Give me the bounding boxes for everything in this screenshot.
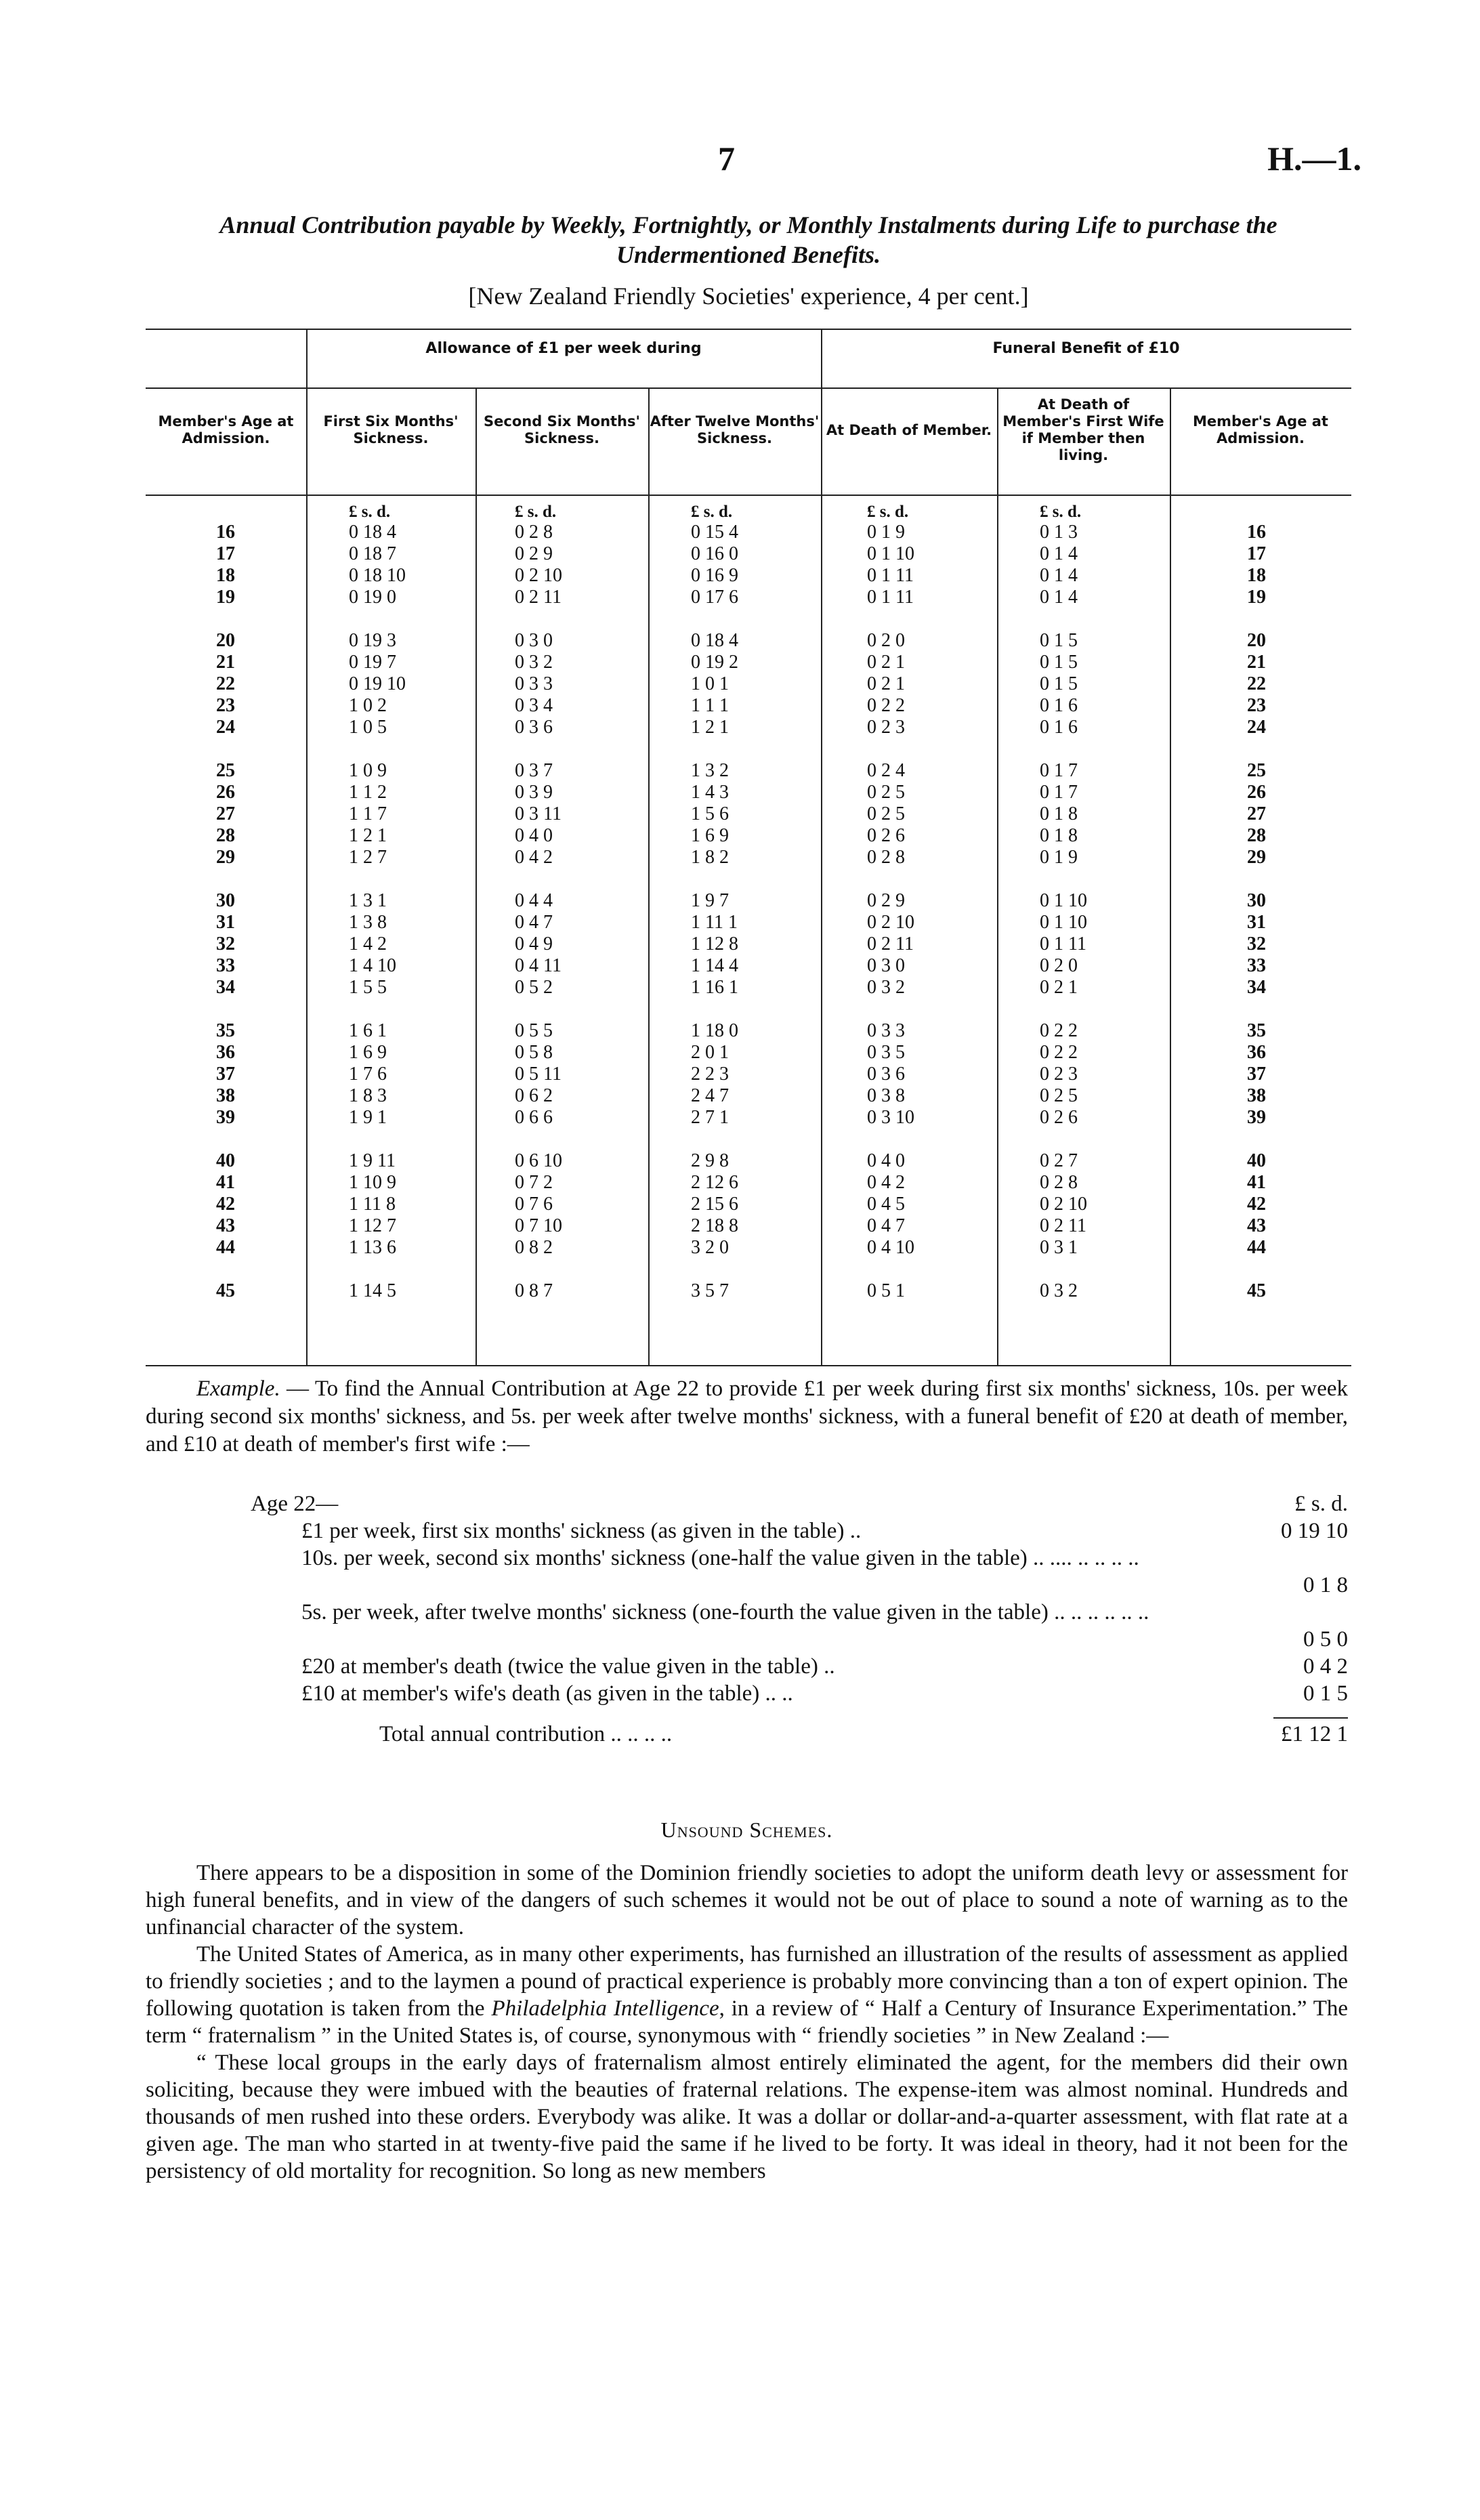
table-row xyxy=(146,695,1351,717)
table-row xyxy=(146,652,1351,673)
amount-cell: 0 5 2 xyxy=(515,977,553,998)
age-cell: 34 xyxy=(216,977,235,998)
amount-cell: 1 1 1 xyxy=(691,695,729,716)
amount-cell: 1 18 0 xyxy=(691,1020,738,1041)
amount-cell: 1 3 2 xyxy=(691,760,729,781)
age-cell: 34 xyxy=(1247,977,1266,998)
amount-cell: 0 2 1 xyxy=(867,673,905,694)
table-body xyxy=(146,522,1351,1324)
age-cell: 33 xyxy=(216,955,235,976)
amount-cell: 0 1 10 xyxy=(867,543,914,564)
amount-cell: 0 2 2 xyxy=(1040,1042,1078,1063)
table-title: Annual Contribution payable by Weekly, Fortnightly, or Monthly Instalments during Life to purchase the Undermentioned Benefits. xyxy=(219,211,1277,268)
amount-cell: 0 4 0 xyxy=(867,1150,905,1171)
amount-cell: 0 5 8 xyxy=(515,1042,553,1063)
amount-cell: 0 2 3 xyxy=(1040,1064,1078,1085)
amount-cell: 0 18 10 xyxy=(349,565,406,586)
amount-cell: 0 3 3 xyxy=(515,673,553,694)
amount-cell: 1 6 9 xyxy=(349,1042,387,1063)
amount-cell: 0 8 7 xyxy=(515,1280,553,1301)
table-row xyxy=(146,803,1351,825)
age-cell: 16 xyxy=(216,522,235,543)
amount-cell: 0 7 2 xyxy=(515,1172,553,1193)
table-row xyxy=(146,890,1351,912)
amount-cell: 0 1 6 xyxy=(1040,695,1078,716)
age-cell: 36 xyxy=(1247,1042,1266,1063)
age-group xyxy=(146,760,1351,868)
amount-cell: 1 3 1 xyxy=(349,890,387,911)
example-text: — To find the Annual Contribution at Age 22 to provide £1 per week during first six months' sickness, 10s. per week during second six months' sickness, and 5s. per week after twelve months' sickness, with a funeral benefit of £20 at death of member, and £10 at death of member's first wife :— xyxy=(146,1377,1348,1456)
amount-cell: 0 3 11 xyxy=(515,803,562,824)
unit-label: £ s. d. xyxy=(515,503,557,521)
age-cell: 43 xyxy=(1247,1215,1266,1236)
age-cell: 16 xyxy=(1247,522,1266,543)
amount-cell: 0 16 0 xyxy=(691,543,738,564)
age-cell: 25 xyxy=(1247,760,1266,781)
amount-cell: 0 2 10 xyxy=(867,912,914,933)
amount-cell: 1 0 2 xyxy=(349,695,387,716)
amount-cell: 1 4 2 xyxy=(349,933,387,954)
age-cell: 19 xyxy=(216,587,235,608)
calc-item-amount: 0 1 8 xyxy=(1303,1573,1348,1597)
amount-cell: 0 3 10 xyxy=(867,1107,914,1128)
amount-cell: 1 6 1 xyxy=(349,1020,387,1041)
amount-cell: 0 2 8 xyxy=(1040,1172,1078,1193)
amount-cell: 0 1 10 xyxy=(1040,890,1087,911)
age-cell: 18 xyxy=(1247,565,1266,586)
example-unit-header: £ s. d. xyxy=(1294,1492,1348,1516)
calc-item-label: 10s. per week, second six months' sickness (one-half the value given in the table) .. .... .. .. .. .. xyxy=(301,1546,1139,1570)
amount-cell: 1 4 10 xyxy=(349,955,396,976)
table-row xyxy=(146,977,1351,999)
amount-cell: 0 19 3 xyxy=(349,630,396,651)
unit-label: £ s. d. xyxy=(349,503,391,521)
amount-cell: 0 4 5 xyxy=(867,1194,905,1215)
amount-cell: 1 16 1 xyxy=(691,977,738,998)
amount-cell: 1 0 5 xyxy=(349,717,387,738)
amount-cell: 1 5 6 xyxy=(691,803,729,824)
amount-cell: 0 2 5 xyxy=(1040,1085,1078,1106)
amount-cell: 0 1 7 xyxy=(1040,782,1078,803)
section-body xyxy=(146,1860,1348,2185)
total-label: Total annual contribution .. .. .. .. xyxy=(379,1722,673,1746)
amount-cell: 0 2 9 xyxy=(867,890,905,911)
table-row xyxy=(146,630,1351,652)
amount-cell: 0 2 10 xyxy=(515,565,562,586)
amount-cell: 0 4 0 xyxy=(515,825,553,846)
age-group xyxy=(146,1280,1351,1302)
amount-cell: 0 2 4 xyxy=(867,760,905,781)
age-cell: 31 xyxy=(216,912,235,933)
amount-cell: 0 4 9 xyxy=(515,933,553,954)
calc-item-amount: 0 5 0 xyxy=(1303,1627,1348,1652)
age-cell: 37 xyxy=(1247,1064,1266,1085)
amount-cell: 0 1 7 xyxy=(1040,760,1078,781)
table-row xyxy=(146,760,1351,782)
amount-cell: 0 4 4 xyxy=(515,890,553,911)
amount-cell: 0 1 8 xyxy=(1040,803,1078,824)
age-cell: 40 xyxy=(216,1150,235,1171)
age-cell: 32 xyxy=(216,933,235,954)
age-cell: 17 xyxy=(1247,543,1266,564)
table-row xyxy=(146,717,1351,738)
contribution-table xyxy=(146,329,1351,1372)
amount-cell: 2 18 8 xyxy=(691,1215,738,1236)
example-paragraph xyxy=(146,1375,1348,1458)
amount-cell: 2 9 8 xyxy=(691,1150,729,1171)
age-cell: 38 xyxy=(216,1085,235,1106)
amount-cell: 0 1 9 xyxy=(1040,847,1078,868)
amount-cell: 1 3 8 xyxy=(349,912,387,933)
table-row xyxy=(146,825,1351,847)
table-row xyxy=(146,912,1351,933)
age-cell: 42 xyxy=(1247,1194,1266,1215)
amount-cell: 0 5 5 xyxy=(515,1020,553,1041)
table-row xyxy=(146,1150,1351,1172)
amount-cell: 0 3 2 xyxy=(515,652,553,673)
amount-cell: 0 1 11 xyxy=(1040,933,1086,954)
amount-cell: 1 14 5 xyxy=(349,1280,396,1301)
amount-cell: 0 4 11 xyxy=(515,955,562,976)
amount-cell: 1 5 5 xyxy=(349,977,387,998)
amount-cell: 0 1 3 xyxy=(1040,522,1078,543)
age-group xyxy=(146,1150,1351,1259)
age-cell: 19 xyxy=(1247,587,1266,608)
amount-cell: 0 15 4 xyxy=(691,522,738,543)
age-cell: 30 xyxy=(1247,890,1266,911)
amount-cell: 0 2 8 xyxy=(867,847,905,868)
amount-cell: 0 3 3 xyxy=(867,1020,905,1041)
amount-cell: 0 2 11 xyxy=(1040,1215,1086,1236)
amount-cell: 0 2 7 xyxy=(1040,1150,1078,1171)
amount-cell: 0 3 4 xyxy=(515,695,553,716)
table-bottom-rule xyxy=(146,1365,1351,1366)
table-row xyxy=(146,1042,1351,1064)
age-cell: 32 xyxy=(1247,933,1266,954)
quotation: “ These local groups in the early days of fraternalism almost entirely eliminated the agent, for the members did their own soliciting, because they were imbued with the beauties of fraternal relations. The expense-item was almost nominal. Hundreds and thousands of men rushed into these orders. Everybody was alike. It was a dollar or dollar-and-a-quarter assessment, with flat rate at a given age. The man who started in at twenty-five paid the same if he lived to be forty. It was ideal in theory, had it not been for the persistency of old mortality for recognition. So long as new members xyxy=(146,2051,1348,2183)
age-cell: 44 xyxy=(216,1237,235,1258)
amount-cell: 0 19 2 xyxy=(691,652,738,673)
amount-cell: 1 14 4 xyxy=(691,955,738,976)
age-cell: 43 xyxy=(216,1215,235,1236)
page-number: 7 xyxy=(718,140,735,177)
amount-cell: 0 18 4 xyxy=(691,630,738,651)
table-row xyxy=(146,955,1351,977)
amount-cell: 1 4 3 xyxy=(691,782,729,803)
amount-cell: 0 6 10 xyxy=(515,1150,562,1171)
unit-label: £ s. d. xyxy=(1040,503,1082,521)
age-group xyxy=(146,890,1351,999)
age-cell: 42 xyxy=(216,1194,235,1215)
col-header-first-six: First Six Months' Sickness. xyxy=(323,413,459,446)
amount-cell: 1 8 3 xyxy=(349,1085,387,1106)
amount-cell: 0 4 2 xyxy=(515,847,553,868)
table-row xyxy=(146,1020,1351,1042)
amount-cell: 2 7 1 xyxy=(691,1107,729,1128)
amount-cell: 0 3 1 xyxy=(1040,1237,1078,1258)
age-cell: 37 xyxy=(216,1064,235,1085)
age-cell: 33 xyxy=(1247,955,1266,976)
age-cell: 20 xyxy=(1247,630,1266,651)
age-group xyxy=(146,630,1351,738)
col-header-after-twelve: After Twelve Months' Sickness. xyxy=(650,413,820,446)
amount-cell: 0 16 9 xyxy=(691,565,738,586)
age-cell: 29 xyxy=(216,847,235,868)
amount-cell: 0 3 6 xyxy=(515,717,553,738)
table-row xyxy=(146,1085,1351,1107)
amount-cell: 0 18 7 xyxy=(349,543,396,564)
example-age: Age 22— xyxy=(251,1492,339,1516)
age-cell: 30 xyxy=(216,890,235,911)
amount-cell: 1 2 7 xyxy=(349,847,387,868)
age-cell: 24 xyxy=(216,717,235,738)
amount-cell: 3 5 7 xyxy=(691,1280,729,1301)
amount-cell: 0 6 2 xyxy=(515,1085,553,1106)
amount-cell: 0 2 6 xyxy=(867,825,905,846)
amount-cell: 3 2 0 xyxy=(691,1237,729,1258)
amount-cell: 0 6 6 xyxy=(515,1107,553,1128)
amount-cell: 1 8 2 xyxy=(691,847,729,868)
amount-cell: 1 7 6 xyxy=(349,1064,387,1085)
paragraph: There appears to be a disposition in some of the Dominion friendly societies to adopt the uniform death levy or assessment for high funeral benefits, and in view of the dangers of such schemes it would not be out of place to sound a note of warning as to the unfinancial character of the system. xyxy=(146,1861,1348,1939)
amount-cell: 0 2 0 xyxy=(867,630,905,651)
paragraph-text: , in a review of “ Half a Century of Insurance Experimentation.” The term “ fraternalism ” in the United States is, of course, synonymous with “ friendly societies ” in New Zealand :— xyxy=(146,1996,1348,2048)
funeral-group-header: Funeral Benefit of £10 xyxy=(992,340,1180,357)
age-cell: 17 xyxy=(216,543,235,564)
amount-cell: 0 1 4 xyxy=(1040,543,1078,564)
amount-cell: 0 2 3 xyxy=(867,717,905,738)
table-row xyxy=(146,1172,1351,1194)
amount-cell: 0 1 4 xyxy=(1040,565,1078,586)
col-header-age: Member's Age at Admission. xyxy=(158,413,294,446)
age-cell: 31 xyxy=(1247,912,1266,933)
amount-cell: 0 3 2 xyxy=(867,977,905,998)
amount-cell: 1 9 7 xyxy=(691,890,729,911)
age-cell: 41 xyxy=(216,1172,235,1193)
age-cell: 27 xyxy=(1247,803,1266,824)
amount-cell: 1 2 1 xyxy=(691,717,729,738)
col-header-death-member: At Death of Member. xyxy=(826,421,992,438)
table-row xyxy=(146,933,1351,955)
col-header-age-right: Member's Age at Admission. xyxy=(1193,413,1328,446)
amount-cell: 0 1 6 xyxy=(1040,717,1078,738)
amount-cell: 1 0 1 xyxy=(691,673,729,694)
age-cell: 35 xyxy=(1247,1020,1266,1041)
age-cell: 23 xyxy=(216,695,235,716)
amount-cell: 0 1 11 xyxy=(867,587,914,608)
amount-cell: 0 17 6 xyxy=(691,587,738,608)
amount-cell: 0 3 6 xyxy=(867,1064,905,1085)
age-cell: 27 xyxy=(216,803,235,824)
amount-cell: 0 2 11 xyxy=(867,933,914,954)
amount-cell: 0 2 10 xyxy=(1040,1194,1087,1215)
table-row xyxy=(146,1215,1351,1237)
table-row xyxy=(146,565,1351,587)
example-calculation xyxy=(146,1490,1348,1748)
amount-cell: 0 2 5 xyxy=(867,782,905,803)
age-cell: 35 xyxy=(216,1020,235,1041)
amount-cell: 0 2 0 xyxy=(1040,955,1078,976)
amount-cell: 0 7 6 xyxy=(515,1194,553,1215)
amount-cell: 1 10 9 xyxy=(349,1172,396,1193)
amount-cell: 0 1 11 xyxy=(867,565,914,586)
amount-cell: 0 2 11 xyxy=(515,587,562,608)
amount-cell: 0 2 1 xyxy=(867,652,905,673)
unit-label: £ s. d. xyxy=(691,503,733,521)
amount-cell: 1 1 2 xyxy=(349,782,387,803)
amount-cell: 1 2 1 xyxy=(349,825,387,846)
age-cell: 45 xyxy=(1247,1280,1266,1301)
amount-cell: 0 5 11 xyxy=(515,1064,562,1085)
amount-cell: 2 4 7 xyxy=(691,1085,729,1106)
amount-cell: 2 12 6 xyxy=(691,1172,738,1193)
amount-cell: 1 11 8 xyxy=(349,1194,396,1215)
amount-cell: 0 19 0 xyxy=(349,587,396,608)
amount-cell: 0 4 7 xyxy=(867,1215,905,1236)
amount-cell: 0 1 4 xyxy=(1040,587,1078,608)
table-row xyxy=(146,782,1351,803)
calc-item-label: £20 at member's death (twice the value given in the table) .. xyxy=(301,1654,835,1679)
calc-item-label: £1 per week, first six months' sickness (as given in the table) .. xyxy=(301,1519,862,1543)
col-header-second-six: Second Six Months' Sickness. xyxy=(484,413,640,446)
age-cell: 22 xyxy=(1247,673,1266,694)
amount-cell: 0 2 2 xyxy=(867,695,905,716)
table-row xyxy=(146,522,1351,543)
age-cell: 24 xyxy=(1247,717,1266,738)
calc-item-label: 5s. per week, after twelve months' sickness (one-fourth the value given in the table) .. .. .. .. .. .. xyxy=(301,1600,1149,1624)
amount-cell: 1 13 6 xyxy=(349,1237,396,1258)
age-cell: 44 xyxy=(1247,1237,1266,1258)
amount-cell: 0 4 2 xyxy=(867,1172,905,1193)
amount-cell: 0 3 2 xyxy=(1040,1280,1078,1301)
age-cell: 36 xyxy=(216,1042,235,1063)
amount-cell: 0 3 5 xyxy=(867,1042,905,1063)
amount-cell: 2 0 1 xyxy=(691,1042,729,1063)
age-cell: 28 xyxy=(1247,825,1266,846)
calc-item-amount: 0 19 10 xyxy=(1281,1519,1348,1543)
unit-label: £ s. d. xyxy=(867,503,909,521)
age-cell: 21 xyxy=(216,652,235,673)
amount-cell: 1 11 1 xyxy=(691,912,738,933)
amount-cell: 0 2 9 xyxy=(515,543,553,564)
age-cell: 40 xyxy=(1247,1150,1266,1171)
table-row xyxy=(146,673,1351,695)
age-cell: 23 xyxy=(1247,695,1266,716)
amount-cell: 0 3 0 xyxy=(515,630,553,651)
calc-item-amount: 0 1 5 xyxy=(1303,1681,1348,1706)
amount-cell: 0 3 9 xyxy=(515,782,553,803)
age-cell: 22 xyxy=(216,673,235,694)
age-cell: 26 xyxy=(1247,782,1266,803)
total-amount: £1 12 1 xyxy=(1281,1722,1348,1746)
table-row xyxy=(146,543,1351,565)
table-row xyxy=(146,847,1351,868)
calc-item-amount: 0 4 2 xyxy=(1303,1654,1348,1679)
amount-cell: 1 0 9 xyxy=(349,760,387,781)
age-cell: 18 xyxy=(216,565,235,586)
age-cell: 25 xyxy=(216,760,235,781)
amount-cell: 0 1 8 xyxy=(1040,825,1078,846)
total-rule xyxy=(1273,1717,1348,1719)
paragraph xyxy=(146,1941,1348,2049)
age-group xyxy=(146,522,1351,608)
age-cell: 26 xyxy=(216,782,235,803)
allowance-group-header: Allowance of £1 per week during xyxy=(425,340,702,357)
age-cell: 38 xyxy=(1247,1085,1266,1106)
amount-cell: 2 2 3 xyxy=(691,1064,729,1085)
paragraph-text: The United States of America, as in many other experiments, has furnished an illustration of the results of assessment as applied to friendly societies ; and to the laymen a pound of practical experience is probably more convincing than a ton of expert opinion. The following quotation is taken from the xyxy=(146,1942,1348,2021)
amount-cell: 0 19 10 xyxy=(349,673,406,694)
table-row xyxy=(146,1107,1351,1129)
amount-cell: 1 9 1 xyxy=(349,1107,387,1128)
amount-cell: 0 19 7 xyxy=(349,652,396,673)
amount-cell: 1 12 8 xyxy=(691,933,738,954)
amount-cell: 0 1 5 xyxy=(1040,652,1078,673)
document-reference: H.—1. xyxy=(1267,140,1361,177)
table-row xyxy=(146,587,1351,608)
amount-cell: 0 4 10 xyxy=(867,1237,914,1258)
amount-cell: 0 2 1 xyxy=(1040,977,1078,998)
amount-cell: 0 1 5 xyxy=(1040,630,1078,651)
age-cell: 39 xyxy=(216,1107,235,1128)
amount-cell: 0 7 10 xyxy=(515,1215,562,1236)
table-row xyxy=(146,1064,1351,1085)
age-cell: 45 xyxy=(216,1280,235,1301)
col-header-death-wife: At Death of Member's First Wife if Member then living. xyxy=(1002,396,1164,463)
table-row xyxy=(146,1194,1351,1215)
amount-cell: 0 1 5 xyxy=(1040,673,1078,694)
amount-cell: 1 1 7 xyxy=(349,803,387,824)
age-cell: 20 xyxy=(216,630,235,651)
age-cell: 21 xyxy=(1247,652,1266,673)
amount-cell: 0 1 9 xyxy=(867,522,905,543)
amount-cell: 0 1 10 xyxy=(1040,912,1087,933)
table-subtitle: [New Zealand Friendly Societies' experience, 4 per cent.] xyxy=(468,282,1029,310)
table-row xyxy=(146,1280,1351,1302)
amount-cell: 0 2 8 xyxy=(515,522,553,543)
amount-cell: 0 3 8 xyxy=(867,1085,905,1106)
amount-cell: 1 9 11 xyxy=(349,1150,396,1171)
amount-cell: 0 3 7 xyxy=(515,760,553,781)
amount-cell: 0 8 2 xyxy=(515,1237,553,1258)
amount-cell: 0 2 2 xyxy=(1040,1020,1078,1041)
amount-cell: 0 18 4 xyxy=(349,522,396,543)
table-top-rule xyxy=(146,329,1351,330)
amount-cell: 0 5 1 xyxy=(867,1280,905,1301)
calc-item-label: £10 at member's wife's death (as given in the table) .. .. xyxy=(301,1681,793,1706)
age-cell: 28 xyxy=(216,825,235,846)
amount-cell: 0 2 5 xyxy=(867,803,905,824)
age-group xyxy=(146,1020,1351,1129)
age-cell: 39 xyxy=(1247,1107,1266,1128)
amount-cell: 0 4 7 xyxy=(515,912,553,933)
section-heading: Unsound Schemes. xyxy=(660,1818,833,1842)
amount-cell: 0 2 6 xyxy=(1040,1107,1078,1128)
amount-cell: 1 12 7 xyxy=(349,1215,396,1236)
example-label: Example. xyxy=(196,1377,280,1401)
age-cell: 41 xyxy=(1247,1172,1266,1193)
amount-cell: 1 6 9 xyxy=(691,825,729,846)
amount-cell: 2 15 6 xyxy=(691,1194,738,1215)
table-row xyxy=(146,1237,1351,1259)
amount-cell: 0 3 0 xyxy=(867,955,905,976)
publication-title: Philadelphia Intelligence xyxy=(491,1996,719,2021)
age-cell: 29 xyxy=(1247,847,1266,868)
